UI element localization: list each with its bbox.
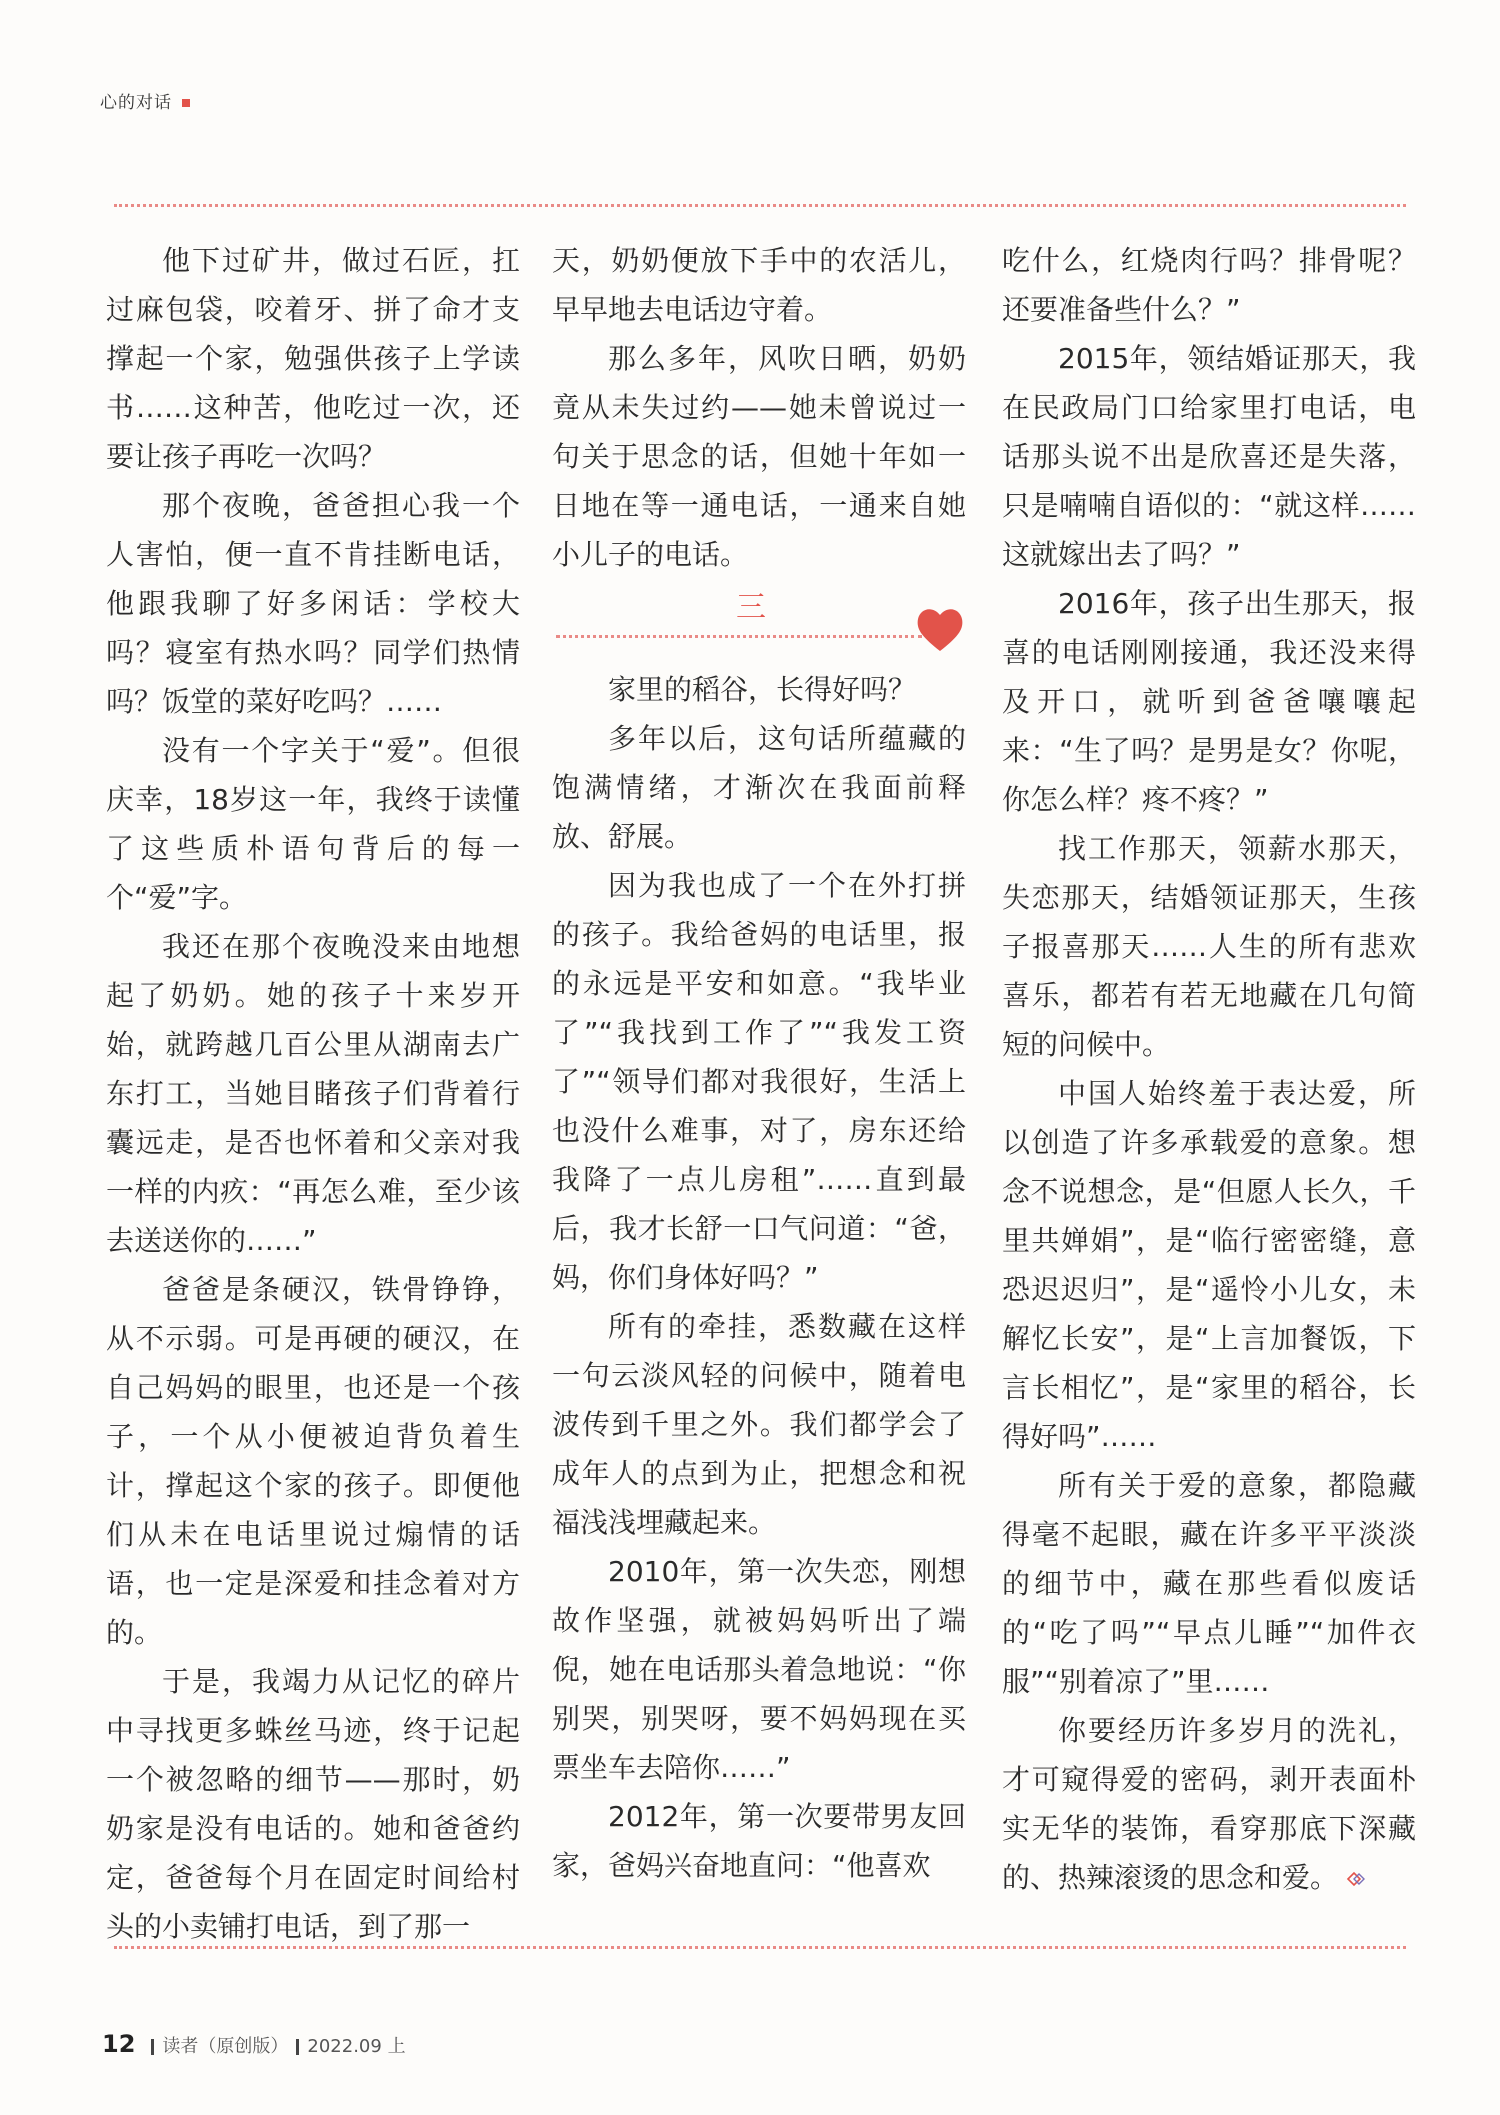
end-mark-icon [1342, 1869, 1366, 1889]
section-marker [552, 579, 966, 665]
paragraph: 没有一个字关于“爱”。但很庆幸，18岁这一年，我终于读懂了这些质朴语句背后的每一个“爱”字。 [106, 734, 520, 914]
paragraph: 2016年，孩子出生那天，报喜的电话刚刚接通，我还没来得及开口，就听到爸爸嚷嚷起来：“生了吗？是男是女？你呢，你怎么样？疼不疼？” [1002, 587, 1416, 816]
heart-icon [914, 605, 966, 653]
paragraph: 家里的稻谷，长得好吗？ [608, 673, 917, 706]
magazine-name: 读者（原创版） [162, 2036, 289, 2057]
top-divider [114, 204, 1406, 207]
section-number: 三 [736, 590, 766, 625]
page-number: 12 [102, 2030, 136, 2058]
paragraph: 因为我也成了一个在外打拼的孩子。我给爸妈的电话里，报的永远是平安和如意。“我毕业了”“我找到工作了”“我发工资了”“领导们都对我很好，生活上也没什么难事，对了，房东还给我降了一点儿房租”……直到最后，我才长舒一口气问道：“爸，妈，你们身体好吗？” [552, 869, 966, 1294]
paragraph: 2010年，第一次失恋，刚想故作坚强，就被妈妈听出了端倪，她在电话那头着急地说：“你别哭，别哭呀，要不妈妈现在买票坐车去陪你……” [552, 1555, 966, 1784]
paragraph [1002, 1706, 1416, 1902]
paragraph: 那么多年，风吹日晒，奶奶竟从未失过约——她未曾说过一句关于思念的话，但她十年如一日地在等一通电话，一通来自她小儿子的电话。 [552, 342, 966, 571]
paragraph: 多年以后，这句话所蕴藏的饱满情绪，才渐次在我面前释放、舒展。 [552, 722, 966, 853]
paragraph: 所有关于爱的意象，都隐藏得毫不起眼，藏在许多平平淡淡的细节中，藏在那些看似废话的“吃了吗”“早点儿睡”“加件衣服”“别着凉了”里…… [1002, 1469, 1416, 1698]
section-header [100, 88, 190, 113]
paragraph: 那个夜晚，爸爸担心我一个人害怕，便一直不肯挂断电话，他跟我聊了好多闲话：学校大吗？寝室有热水吗？同学们热情吗？饭堂的菜好吃吗？…… [106, 489, 520, 718]
paragraph: 我还在那个夜晚没来由地想起了奶奶。她的孩子十来岁开始，就跨越几百公里从湖南去广东打工，当她目睹孩子们背着行囊远走，是否也怀着和父亲对我一样的内疚：“再怎么难，至少该去送送你的……” [106, 930, 520, 1257]
section-divider [556, 635, 922, 638]
column-2 [552, 236, 966, 1890]
paragraph: 爸爸是条硬汉，铁骨铮铮，从不示弱。可是再硬的硬汉，在自己妈妈的眼里，也还是一个孩子，一个从小便被迫背负着生计，撑起这个家的孩子。即便他们从未在电话里说过煽情的话语，也一定是深爱和挂念着对方的。 [106, 1273, 520, 1649]
paragraph: 吃什么，红烧肉行吗？排骨呢？还要准备些什么？” [1002, 244, 1416, 326]
paragraph: 中国人始终羞于表达爱，所以创造了许多承载爱的意象。想念不说想念，是“但愿人长久，千里共婵娟”，是“临行密密缝，意恐迟迟归”，是“遥怜小儿女，未解忆长安”，是“上言加餐饭，下言长相忆”，是“家里的稻谷，长得好吗”…… [1002, 1077, 1416, 1453]
paragraph: 他下过矿井，做过石匠，扛过麻包袋，咬着牙、拼了命才支撑起一个家，勉强供孩子上学读书……这种苦，他吃过一次，还要让孩子再吃一次吗？ [106, 244, 520, 473]
paragraph: 天，奶奶便放下手中的农活儿，早早地去电话边守着。 [552, 244, 966, 326]
paragraph: 2015年，领结婚证那天，我在民政局门口给家里打电话，电话那头说不出是欣喜还是失落，只是喃喃自语似的：“就这样……这就嫁出去了吗？” [1002, 342, 1416, 571]
square-icon [182, 99, 190, 107]
section-title: 心的对话 [100, 93, 172, 113]
paragraph: 所有的牵挂，悉数藏在这样一句云淡风轻的问候中，随着电波传到千里之外。我们都学会了成年人的点到为止，把想念和祝福浅浅埋藏起来。 [552, 1310, 966, 1539]
footer-separator [296, 2039, 299, 2055]
footer-separator [151, 2039, 154, 2055]
footer [102, 2030, 406, 2058]
column-3 [1002, 236, 1416, 1902]
bottom-divider [114, 1946, 1406, 1949]
paragraph: 于是，我竭力从记忆的碎片中寻找更多蛛丝马迹，终于记起一个被忽略的细节——那时，奶奶家是没有电话的。她和爸爸约定，爸爸每个月在固定时间给村头的小卖铺打电话，到了那一 [106, 1665, 520, 1943]
column-1 [106, 236, 520, 1951]
issue-date: 2022.09 上 [307, 2036, 406, 2057]
paragraph-text: 你要经历许多岁月的洗礼，才可窥得爱的密码，剥开表面朴实无华的装饰，看穿那底下深藏的、热辣滚烫的思念和爱。 [1002, 1714, 1416, 1894]
paragraph: 找工作那天，领薪水那天，失恋那天，结婚领证那天，生孩子报喜那天……人生的所有悲欢喜乐，都若有若无地藏在几句简短的问候中。 [1002, 832, 1416, 1061]
paragraph: 2012年，第一次要带男友回家，爸妈兴奋地直问：“他喜欢 [552, 1800, 966, 1882]
